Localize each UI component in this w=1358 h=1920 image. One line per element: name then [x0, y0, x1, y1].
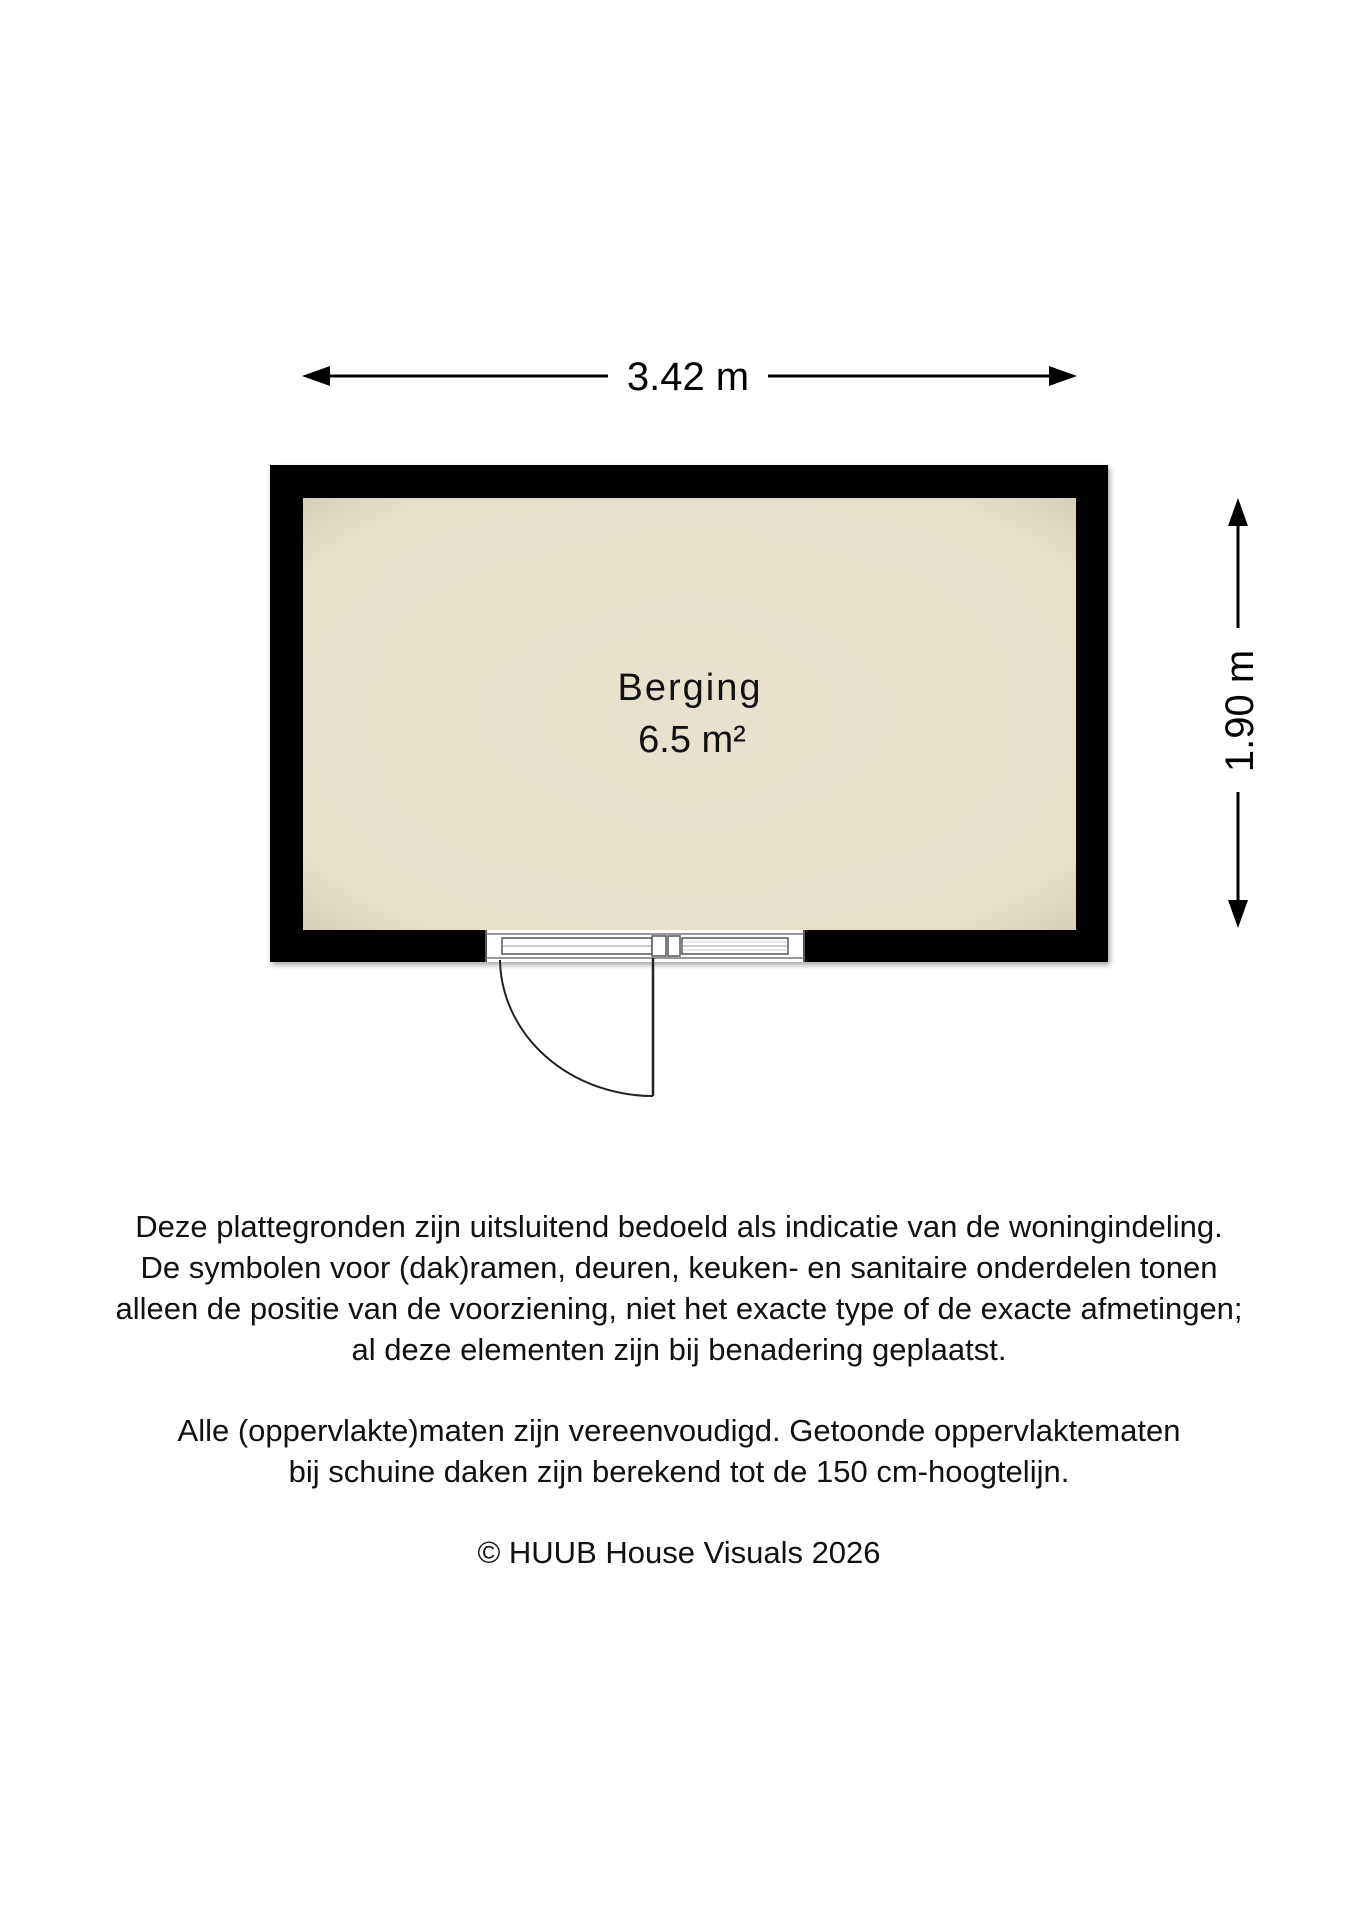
disclaimer-line: alleen de positie van de voorziening, niet het exacte type of de exacte afmetingen;: [115, 1291, 1243, 1326]
disclaimer-line: al deze elementen zijn bij benadering geplaatst.: [351, 1332, 1007, 1367]
arrow-down-icon: [1228, 900, 1248, 928]
copyright-notice: [0, 1532, 1358, 1573]
disclaimer-line: Alle (oppervlakte)maten zijn vereenvoudigd. Getoonde oppervlaktematen: [177, 1413, 1181, 1448]
copyright-text: © HUUB House Visuals 2026: [477, 1535, 881, 1570]
disclaimer-line: De symbolen voor (dak)ramen, deuren, keuken- en sanitaire onderdelen tonen: [140, 1250, 1218, 1285]
disclaimer-line: Deze plattegronden zijn uitsluitend bedoeld als indicatie van de woningindeling.: [135, 1209, 1223, 1244]
width-label: 3.42 m: [626, 355, 750, 399]
room-area: 6.5 m²: [638, 719, 746, 761]
height-label: 1.90 m: [1218, 649, 1262, 773]
width-dimension: [302, 355, 1077, 399]
room-floor: [303, 498, 1076, 930]
room-name: Berging: [617, 667, 763, 709]
disclaimer-paragraph-2: [0, 1410, 1358, 1492]
door-opening: [486, 930, 804, 962]
disclaimer-paragraph-1: [0, 1206, 1358, 1370]
arrow-left-icon: [302, 366, 330, 386]
door-swing-icon: [500, 958, 653, 1096]
disclaimer-line: bij schuine daken zijn berekend tot de 150 cm-hoogtelijn.: [288, 1454, 1070, 1489]
height-dimension: [1218, 498, 1262, 928]
room-berging: [270, 465, 1108, 1096]
arrow-up-icon: [1228, 498, 1248, 526]
arrow-right-icon: [1049, 366, 1077, 386]
